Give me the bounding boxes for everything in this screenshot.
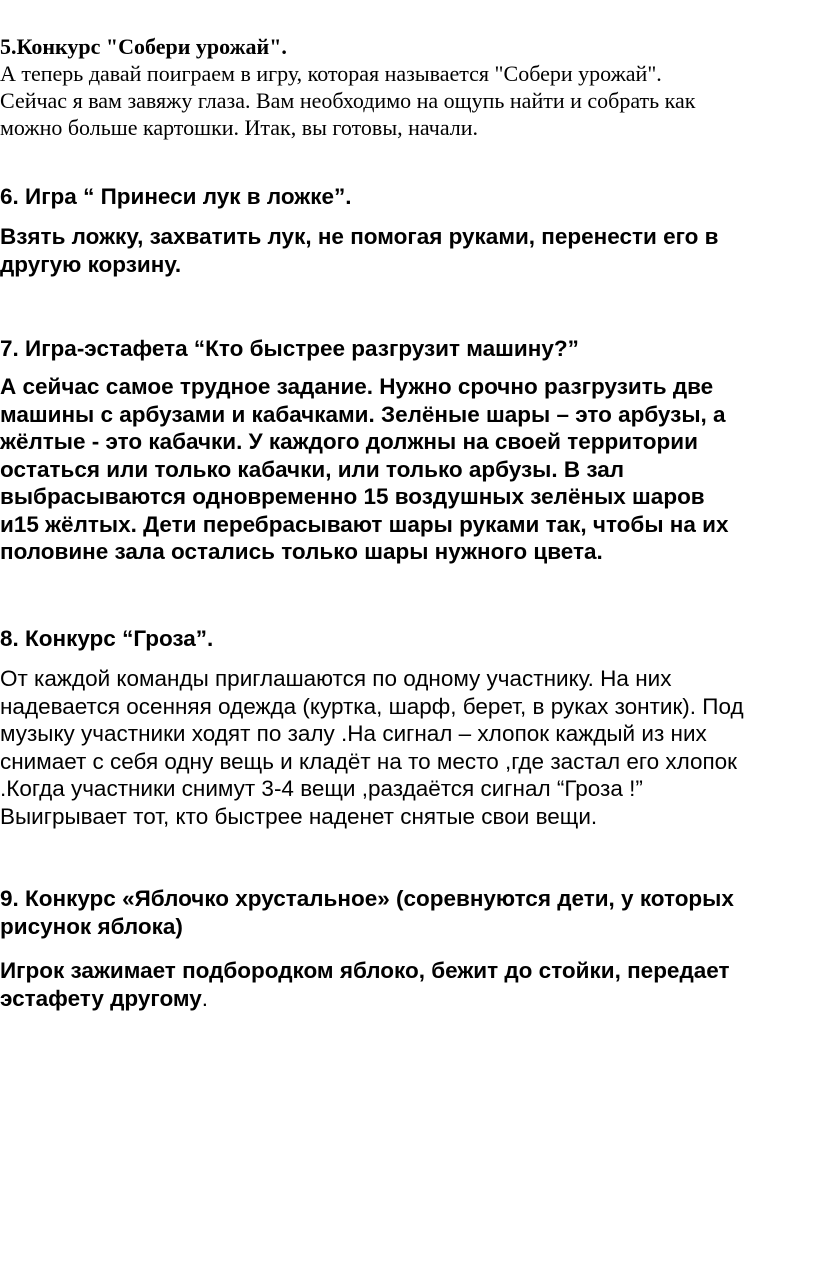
section-5-title: 5.Конкурс "Собери урожай". [0, 34, 287, 59]
section-8-line: снимает с себя одну вещь и кладёт на то место ,где застал его хлопок [0, 748, 738, 774]
section-9-title-line: 9. Конкурс «Яблочко хрустальное» (соревнуются дети, у которых [0, 886, 734, 911]
section-5-line: Сейчас я вам завяжу глаза. Вам необходимо на ощупь найти и собрать как [0, 88, 696, 113]
section-7-line: машины с арбузами и кабачками. Зелёные шары – это арбузы, а [0, 401, 726, 427]
section-9-body [0, 957, 729, 1012]
section-7-line: А сейчас самое трудное задание. Нужно срочно разгрузить две [0, 374, 714, 399]
section-9-title-line: рисунок яблока) [0, 913, 183, 939]
section-7-title: 7. Игра-эстафета “Кто быстрее разгрузит машину?” [0, 336, 579, 361]
section-9-line: Игрок зажимает подбородком яблоко, бежит до стойки, передает [0, 958, 730, 983]
section-8-title-block [0, 625, 213, 653]
section-5 [0, 33, 696, 141]
section-8-line: надевается осенняя одежда (куртка, шарф, берет, в руках зонтик). Под [0, 693, 744, 719]
section-8-title: 8. Конкурс “Гроза”. [0, 626, 214, 651]
section-7-line: жёлтые - это кабачки. У каждого должны на своей территории [0, 429, 698, 454]
section-6-line: другую корзину. [0, 251, 182, 277]
section-7-line: и15 жёлтых. Дети перебрасывают шары руками так, чтобы на их [0, 511, 729, 537]
section-5-line: можно больше картошки. Итак, вы готовы, начали. [0, 115, 479, 140]
section-9-trailing-period: . [201, 985, 209, 1011]
section-7-line: остаться или только кабачки, или только арбузы. В зал [0, 456, 625, 482]
section-7-line: половине зала остались только шары нужного цвета. [0, 539, 603, 564]
section-7-body [0, 373, 729, 566]
section-8-body [0, 665, 744, 830]
section-8-line: .Когда участники снимут 3-4 вещи ,раздаётся сигнал “Гроза !” [0, 776, 643, 801]
section-6-title-block [0, 183, 352, 211]
section-7-title-block [0, 335, 579, 363]
section-8-line: От каждой команды приглашаются по одному участнику. На них [0, 666, 672, 691]
section-9-title-block [0, 885, 734, 940]
section-7-line: выбрасываются одновременно 15 воздушных зелёных шаров [0, 484, 705, 509]
section-8-line: музыку участники ходят по залу .На сигнал – хлопок каждый из них [0, 721, 707, 746]
section-6-line: Взять ложку, захватить лук, не помогая руками, перенести его в [0, 224, 719, 249]
section-8-line: Выигрывает тот, кто быстрее наденет снятые свои вещи. [0, 803, 598, 829]
section-6-body [0, 223, 719, 278]
section-5-line: А теперь давай поиграем в игру, которая называется "Собери урожай". [0, 61, 662, 86]
section-6-title: 6. Игра “ Принеси лук в ложке”. [0, 184, 352, 209]
section-9-line: эстафету другому [0, 985, 202, 1011]
